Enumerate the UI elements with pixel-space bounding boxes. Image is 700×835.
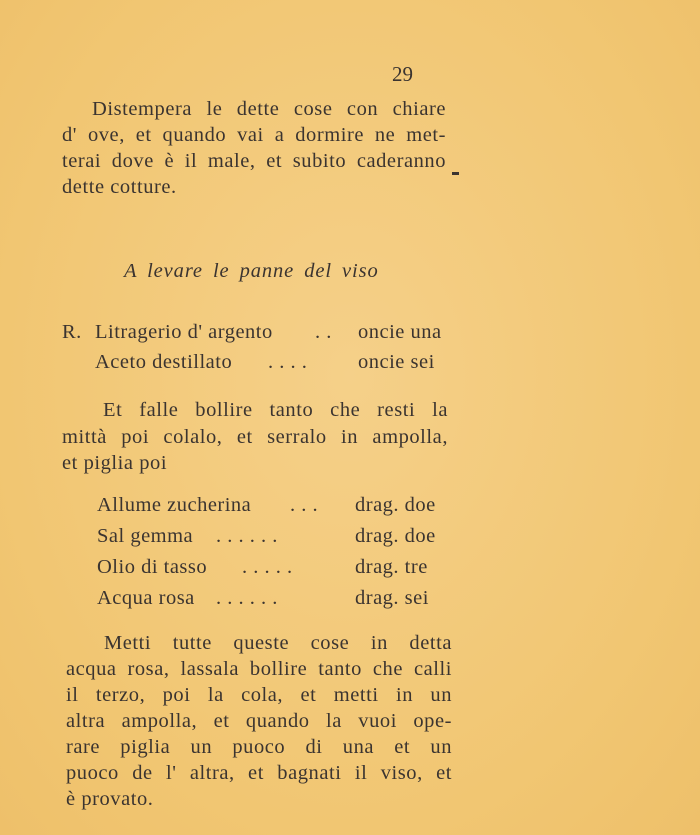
ingredient-amount: drag. sei — [355, 587, 429, 609]
paragraph-line: dette cotture. — [62, 176, 177, 198]
paragraph-line: Metti tutte queste cose in detta — [104, 632, 452, 654]
ingredient-amount: drag. tre — [355, 556, 428, 578]
ingredient-name: Litragerio d' argento — [95, 321, 273, 343]
leader-dots: . . . . . . — [216, 525, 278, 547]
print-mark — [452, 172, 459, 175]
paragraph-line: acqua rosa, lassala bollire tanto che calli — [66, 658, 452, 680]
paragraph-line: mittà poi colalo, et serralo in ampolla, — [62, 426, 448, 448]
paragraph-line: terai dove è il male, et subito caderanno — [62, 150, 446, 172]
paragraph-line: altra ampolla, et quando la vuoi ope- — [66, 710, 452, 732]
ingredient-amount: oncie una — [358, 321, 442, 343]
paragraph-line: puoco de l' altra, et bagnati il viso, et — [66, 762, 452, 784]
leader-dots: . . . . . — [242, 556, 293, 578]
ingredient-name: Acqua rosa — [97, 587, 195, 609]
ingredient-amount: oncie sei — [358, 351, 435, 373]
page-number: 29 — [392, 62, 413, 86]
paragraph-line: Et falle bollire tanto che resti la — [103, 399, 448, 421]
section-heading: A levare le panne del viso — [124, 260, 379, 282]
paragraph-line: d' ove, et quando vai a dormire ne met- — [62, 124, 446, 146]
ingredient-name: Aceto destillato — [95, 351, 233, 373]
leader-dots: . . — [315, 321, 332, 343]
paragraph-line: Distempera le dette cose con chiare — [92, 98, 446, 120]
recipe-prefix: R. — [62, 321, 82, 343]
ingredient-amount: drag. doe — [355, 525, 436, 547]
leader-dots: . . . — [290, 494, 319, 516]
ingredient-name: Sal gemma — [97, 525, 194, 547]
ingredient-name: Allume zucherina — [97, 494, 252, 516]
paragraph-line: et piglia poi — [62, 452, 168, 474]
leader-dots: . . . . — [268, 351, 308, 373]
paragraph-line: è provato. — [66, 788, 154, 810]
ingredient-amount: drag. doe — [355, 494, 436, 516]
paragraph-line: rare piglia un puoco di una et un — [66, 736, 452, 758]
paragraph-line: il terzo, poi la cola, et metti in un — [66, 684, 452, 706]
leader-dots: . . . . . . — [216, 587, 278, 609]
ingredient-name: Olio di tasso — [97, 556, 208, 578]
